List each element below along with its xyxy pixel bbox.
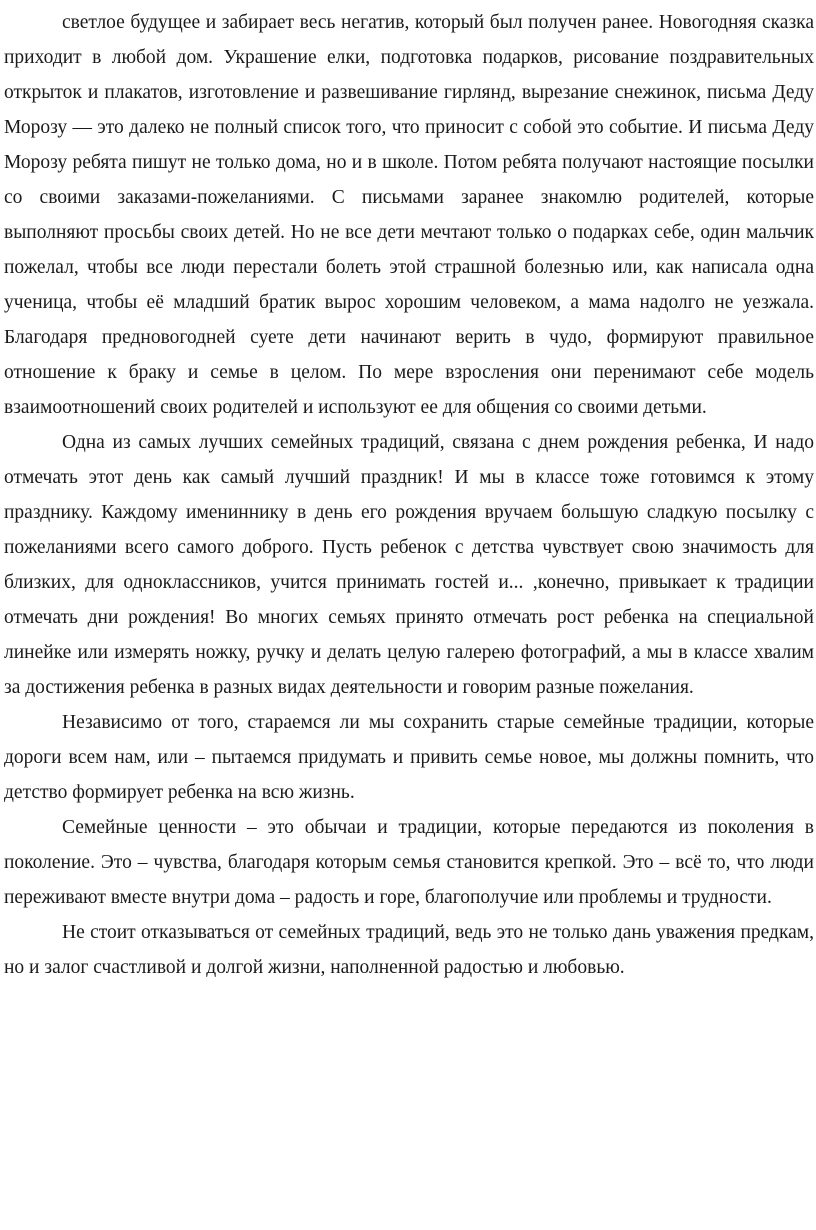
paragraph-4: Семейные ценности – это обычаи и традиции, которые передаются из поколения в поколение. Это – чувства, благодаря которым семья становится крепкой. Это – всё то, что люди переживают вместе внутри дома – радость и горе, благополучие или проблемы и трудности. — [4, 817, 814, 908]
paragraph-1: светлое будущее и забирает весь негатив, который был получен ранее. Новогодняя сказка приходит в любой дом. Украшение елки, подготовка подарков, рисование поздравительных открыток и плакатов, изготовление и развешивание гирлянд, вырезание снежинок, письма Деду Морозу — это далеко не полный список того, что приносит с собой это событие. И письма Деду Морозу ребята пишут не только дома, но и в школе. Потом ребята получают настоящие посылки со своими заказами-пожеланиями. С письмами заранее знакомлю родителей, которые выполняют просьбы своих детей. Но не все дети мечтают только о подарках себе, один мальчик пожелал, чтобы все люди перестали болеть этой страшной болезнью или, как написала одна ученица, чтобы её младший братик вырос хорошим человеком, а мама надолго не уезжала. Благодаря предновогодней суете дети начинают верить в чудо, формируют правильное отношение к браку и семье в целом. По мере взросления они перенимают себе модель взаимоотношений своих родителей и используют ее для общения со своими детьми. — [4, 12, 814, 418]
paragraph-5: Не стоит отказываться от семейных традиций, ведь это не только дань уважения предкам, но и залог счастливой и долгой жизни, наполненной радостью и любовью. — [4, 922, 814, 978]
paragraph-2: Одна из самых лучших семейных традиций, связана с днем рождения ребенка, И надо отмечать этот день как самый лучший праздник! И мы в классе тоже готовимся к этому празднику. Каждому имениннику в день его рождения вручаем большую сладкую посылку с пожеланиями всего самого доброго. Пусть ребенок с детства чувствует свою значимость для близких, для одноклассников, учится принимать гостей и... ,конечно, привыкает к традиции отмечать дни рождения! Во многих семьях принято отмечать рост ребенка на специальной линейке или измерять ножку, ручку и делать целую галерею фотографий, а мы в классе хвалим за достижения ребенка в разных видах деятельности и говорим разные пожелания. — [4, 432, 814, 698]
paragraph-3: Независимо от того, стараемся ли мы сохранить старые семейные традиции, которые дороги всем нам, или – пытаемся придумать и привить семье новое, мы должны помнить, что детство формирует ребенка на всю жизнь. — [4, 712, 814, 803]
